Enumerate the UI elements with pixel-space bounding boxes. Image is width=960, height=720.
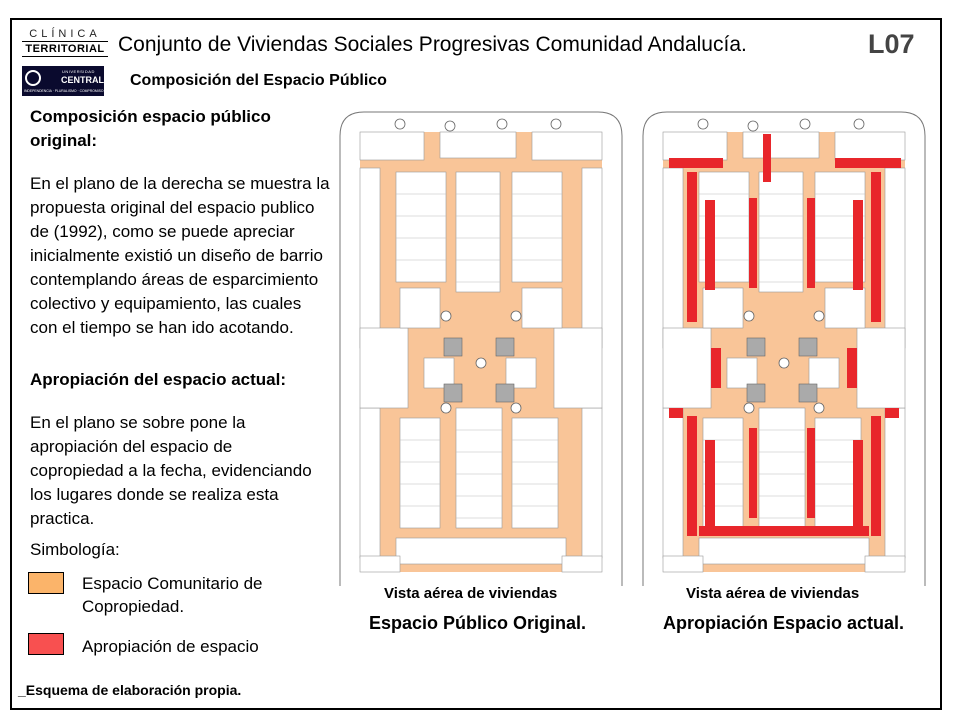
section2-body: En el plano se sobre pone la apropiación del espacio de copropiedad a la fecha, evidenciando los lugares donde se realiza esta practica. [30, 413, 312, 528]
appropriated-area [669, 158, 723, 168]
tree-icon [497, 119, 507, 129]
house-block [360, 556, 400, 572]
house-block [424, 358, 454, 388]
logo-text-territorial: TERRITORIAL [25, 43, 105, 55]
plan2-caption-large: Apropiación Espacio actual. [663, 613, 905, 633]
logo-motto: INDEPENDENCIA · PLURALISMO · COMPROMISO [24, 89, 104, 93]
house-block [562, 556, 602, 572]
house-block [699, 538, 869, 564]
house-block [506, 358, 536, 388]
house-block [663, 168, 683, 348]
house-block [360, 408, 380, 558]
house-block [512, 172, 562, 282]
house-block [835, 132, 905, 160]
house-block [396, 172, 446, 282]
appropriated-area [871, 172, 881, 322]
equipment-square [444, 338, 462, 356]
emblem-icon [25, 70, 41, 86]
house-block [885, 408, 905, 558]
equipment-square [799, 384, 817, 402]
tree-icon [395, 119, 405, 129]
page-title: Conjunto de Viviendas Sociales Progresivas Comunidad Andalucía. [118, 33, 747, 56]
house-block [809, 358, 839, 388]
house-block [360, 168, 380, 348]
tree-icon [854, 119, 864, 129]
section1-body: En el plano de la derecha se muestra la propuesta original del espacio publico de (1992), como se puede apreciar inicialmente existió un diseño de barrio contemplando áreas de esparcimiento colectivo y equipamiento, las cuales con el tiempo se han ido acotando. [30, 174, 330, 337]
appropriated-area [705, 440, 715, 530]
house-block [825, 288, 865, 328]
house-block [512, 418, 558, 528]
appropriated-area [871, 416, 881, 536]
appropriated-area [847, 348, 857, 388]
house-block [759, 172, 803, 292]
house-block [456, 172, 500, 292]
logo-text-clinica: CLÍNICA [29, 28, 101, 40]
house-block [857, 328, 905, 408]
clinica-territorial-logo [22, 28, 108, 58]
tree-icon [744, 311, 754, 321]
appropriated-area [669, 408, 683, 418]
legend-label-community: Espacio Comunitario de Copropiedad. [82, 574, 263, 616]
house-block [663, 556, 703, 572]
tree-icon [441, 403, 451, 413]
house-block [396, 538, 566, 564]
section1-heading: Composición espacio público original: [30, 107, 271, 150]
legend-label-appropriation: Apropiación de espacio [82, 637, 259, 656]
house-block [456, 408, 502, 528]
appropriated-area [853, 440, 863, 530]
tree-icon [744, 403, 754, 413]
tree-icon [441, 311, 451, 321]
section2-heading: Apropiación del espacio actual: [30, 370, 287, 389]
house-block [582, 408, 602, 558]
house-block [554, 328, 602, 408]
house-block [360, 132, 424, 160]
appropriated-area [807, 428, 815, 518]
tree-icon [800, 119, 810, 129]
house-block [532, 132, 602, 160]
tree-icon [476, 358, 486, 368]
tree-icon [511, 311, 521, 321]
house-block [522, 288, 562, 328]
plan1-caption-large: Espacio Público Original. [369, 613, 587, 633]
tree-icon [814, 311, 824, 321]
legend-title: Simbología: [30, 540, 120, 559]
tree-icon [814, 403, 824, 413]
equipment-square [496, 338, 514, 356]
house-block [885, 168, 905, 348]
house-block [743, 132, 819, 158]
tree-icon [445, 121, 455, 131]
legend-swatch-appropriation [28, 633, 64, 655]
site-plan-original [336, 108, 626, 586]
tree-icon [779, 358, 789, 368]
footer-note: _Esquema de elaboración propia. [18, 682, 242, 698]
appropriated-area [807, 198, 815, 288]
appropriated-area [699, 526, 869, 536]
appropriated-area [885, 408, 899, 418]
house-block [440, 132, 516, 158]
appropriated-area [749, 428, 757, 518]
logo-text-universidad: UNIVERSIDAD [62, 69, 95, 74]
tree-icon [551, 119, 561, 129]
house-block [703, 288, 743, 328]
house-block [582, 168, 602, 348]
tree-icon [748, 121, 758, 131]
appropriated-area [711, 348, 721, 388]
logo-text-central: CENTRAL [61, 75, 104, 85]
equipment-square [747, 384, 765, 402]
equipment-square [799, 338, 817, 356]
plan1-caption-small: Vista aérea de viviendas [384, 585, 558, 602]
equipment-square [496, 384, 514, 402]
house-block [400, 418, 440, 528]
appropriated-area [749, 198, 757, 288]
house-block [663, 132, 727, 160]
appropriated-area [687, 172, 697, 322]
equipment-square [747, 338, 765, 356]
site-plan-current [639, 108, 929, 586]
appropriated-area [835, 158, 901, 168]
appropriated-area [763, 134, 771, 182]
tree-icon [698, 119, 708, 129]
house-block [360, 328, 408, 408]
house-block [663, 408, 683, 558]
appropriated-area [705, 200, 715, 290]
legend-swatch-community [28, 572, 64, 594]
tree-icon [511, 403, 521, 413]
equipment-square [444, 384, 462, 402]
appropriated-area [687, 416, 697, 536]
plan2-caption-small: Vista aérea de viviendas [686, 585, 860, 602]
house-block [400, 288, 440, 328]
page-subtitle: Composición del Espacio Público [130, 72, 387, 89]
house-block [865, 556, 905, 572]
appropriated-area [853, 200, 863, 290]
universidad-central-logo [22, 66, 104, 96]
house-block [759, 408, 805, 528]
house-block [727, 358, 757, 388]
house-block [663, 328, 711, 408]
page-code: L07 [868, 29, 915, 59]
